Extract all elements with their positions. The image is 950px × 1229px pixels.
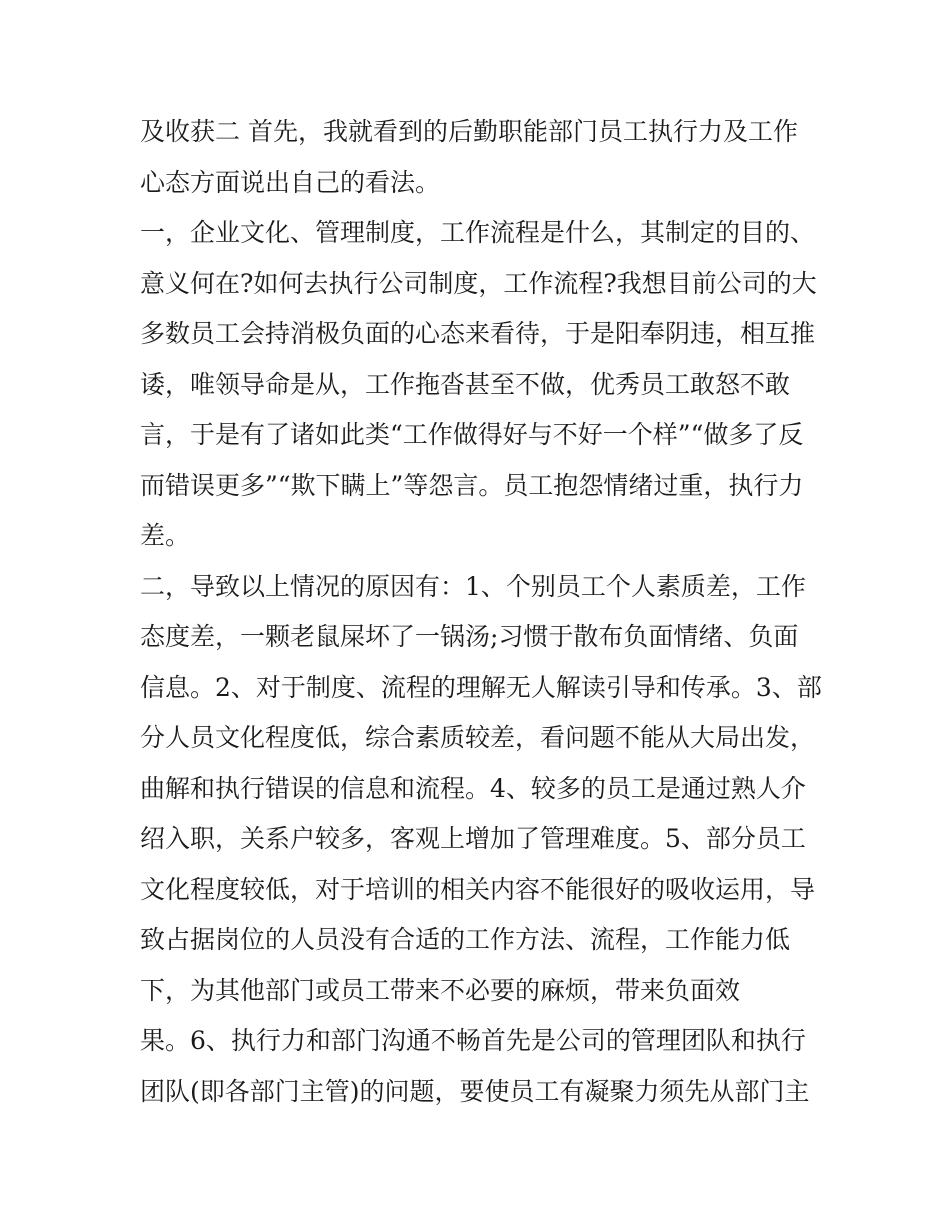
text-line: 曲解和执行错误的信息和流程。4、较多的员工是通过熟人介 xyxy=(140,773,806,803)
text-line: 意义何在?如何去执行公司制度，工作流程?我想目前公司的大 xyxy=(140,268,817,298)
text-line: 诿，唯领导命是从，工作拖沓甚至不做，优秀员工敢怒不敢 xyxy=(140,369,791,399)
text-line: 一，企业文化、管理制度，工作流程是什么，其制定的目的、 xyxy=(140,218,816,247)
text-line: 态度差，一颗老鼠屎坏了一锅汤;习惯于散布负面情绪、负面 xyxy=(140,622,799,651)
text-line: 多数员工会持消极负面的心态来看待，于是阳奉阴违，相互推 xyxy=(140,319,816,348)
text-line: 而错误更多”“欺下瞒上”等怨言。员工抱怨情绪过重，执行力 xyxy=(140,470,804,500)
body-text xyxy=(140,107,830,1117)
text-line: 及收获二 首先，我就看到的后勤职能部门员工执行力及工作 xyxy=(140,117,798,146)
text-line: 致占据岗位的人员没有合适的工作方法、流程，工作能力低 xyxy=(140,925,791,954)
text-line: 文化程度较低，对于培训的相关内容不能很好的吸收运用，导 xyxy=(140,874,816,904)
text-line: 团队(即各部门主管)的问题，要使员工有凝聚力须先从部门主 xyxy=(140,1076,810,1106)
text-line: 心态方面说出自己的看法。 xyxy=(140,167,441,197)
text-line: 绍入职，关系户较多，客观上增加了管理难度。5、部分员工 xyxy=(140,824,806,853)
text-line: 下，为其他部门或员工带来不必要的麻烦，带来负面效 xyxy=(140,975,741,1005)
text-line: 差。 xyxy=(140,521,191,550)
text-line: 二，导致以上情况的原因有：1、个别员工个人素质差，工作 xyxy=(140,571,806,601)
text-line: 分人员文化程度低，综合素质较差，看问题不能从大局出发， xyxy=(140,723,816,752)
text-line: 信息。2、对于制度、流程的理解无人解读引导和传承。3、部 xyxy=(140,672,822,702)
text-line: 言，于是有了诸如此类“工作做得好与不好一个样”“做多了反 xyxy=(140,420,804,449)
text-line: 果。6、执行力和部门沟通不畅首先是公司的管理团队和执行 xyxy=(140,1026,806,1055)
